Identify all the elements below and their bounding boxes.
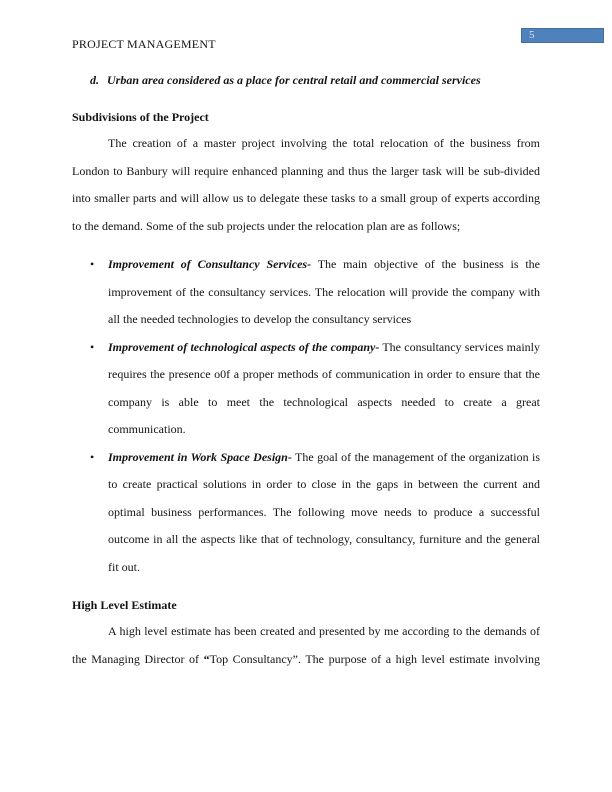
list-item-d-label: d. [90,73,99,87]
bullet-body-text: The main objective of the business is the improvement of the consultancy services. The relocation will provide the company with all the needed technologies to develop the consultancy services [108,257,540,326]
bullet-icon: • [90,449,95,464]
high-level-estimate-heading: High Level Estimate [72,598,177,612]
subdivisions-paragraph: The creation of a master project involving the total relocation of the business from London to Banbury will require enhanced planning and thus the larger task will be sub-divided into smaller parts and will allow us to delegate these tasks to a small group of experts according to the demand. Some of the sub projects under the relocation plan are as follows; [72,136,540,233]
subdivisions-heading: Subdivisions of the Project [72,110,209,124]
hle-paragraph-bold-quote: “ [203,651,210,666]
bullet-icon: • [90,339,95,354]
bullet-lead-text: Improvement of technological aspects of the company- [108,339,380,354]
page-header-title: PROJECT MANAGEMENT [72,37,216,51]
page-number-badge: 5 [521,28,604,43]
bullet-lead-text: Improvement of Consultancy Services- [108,257,312,271]
bullet-item-work-space-design [90,444,540,582]
hle-paragraph-part1: A high level estimate has been created and presented by me according to the demands of the Managing Director of [72,624,540,666]
list-item-d [90,73,540,87]
bullet-icon: • [90,257,95,271]
bullet-body-text: The goal of the management of the organization is to create practical solutions in order to close in the gaps in between the current and optimal business performances. The following move needs to produce a successful outcome in all the aspects like that of technology, consultancy, furniture and the general fit out. [108,449,540,574]
bullet-item-technological-aspects [90,334,540,444]
hle-paragraph-part2: Top Consultancy”. The purpose of a high level estimate involving [209,651,540,666]
bullet-item-consultancy-services [90,251,540,334]
sub-projects-bullet-list [72,251,540,581]
list-item-d-text: Urban area considered as a place for central retail and commercial services [107,73,481,87]
bullet-body-text: The consultancy services mainly requires the presence o0f a proper methods of communication in order to ensure that the company is able to meet the technological aspects needed to create a great communication. [108,339,540,436]
bullet-lead-text: Improvement in Work Space Design- [108,449,292,464]
high-level-estimate-paragraph [72,618,540,673]
